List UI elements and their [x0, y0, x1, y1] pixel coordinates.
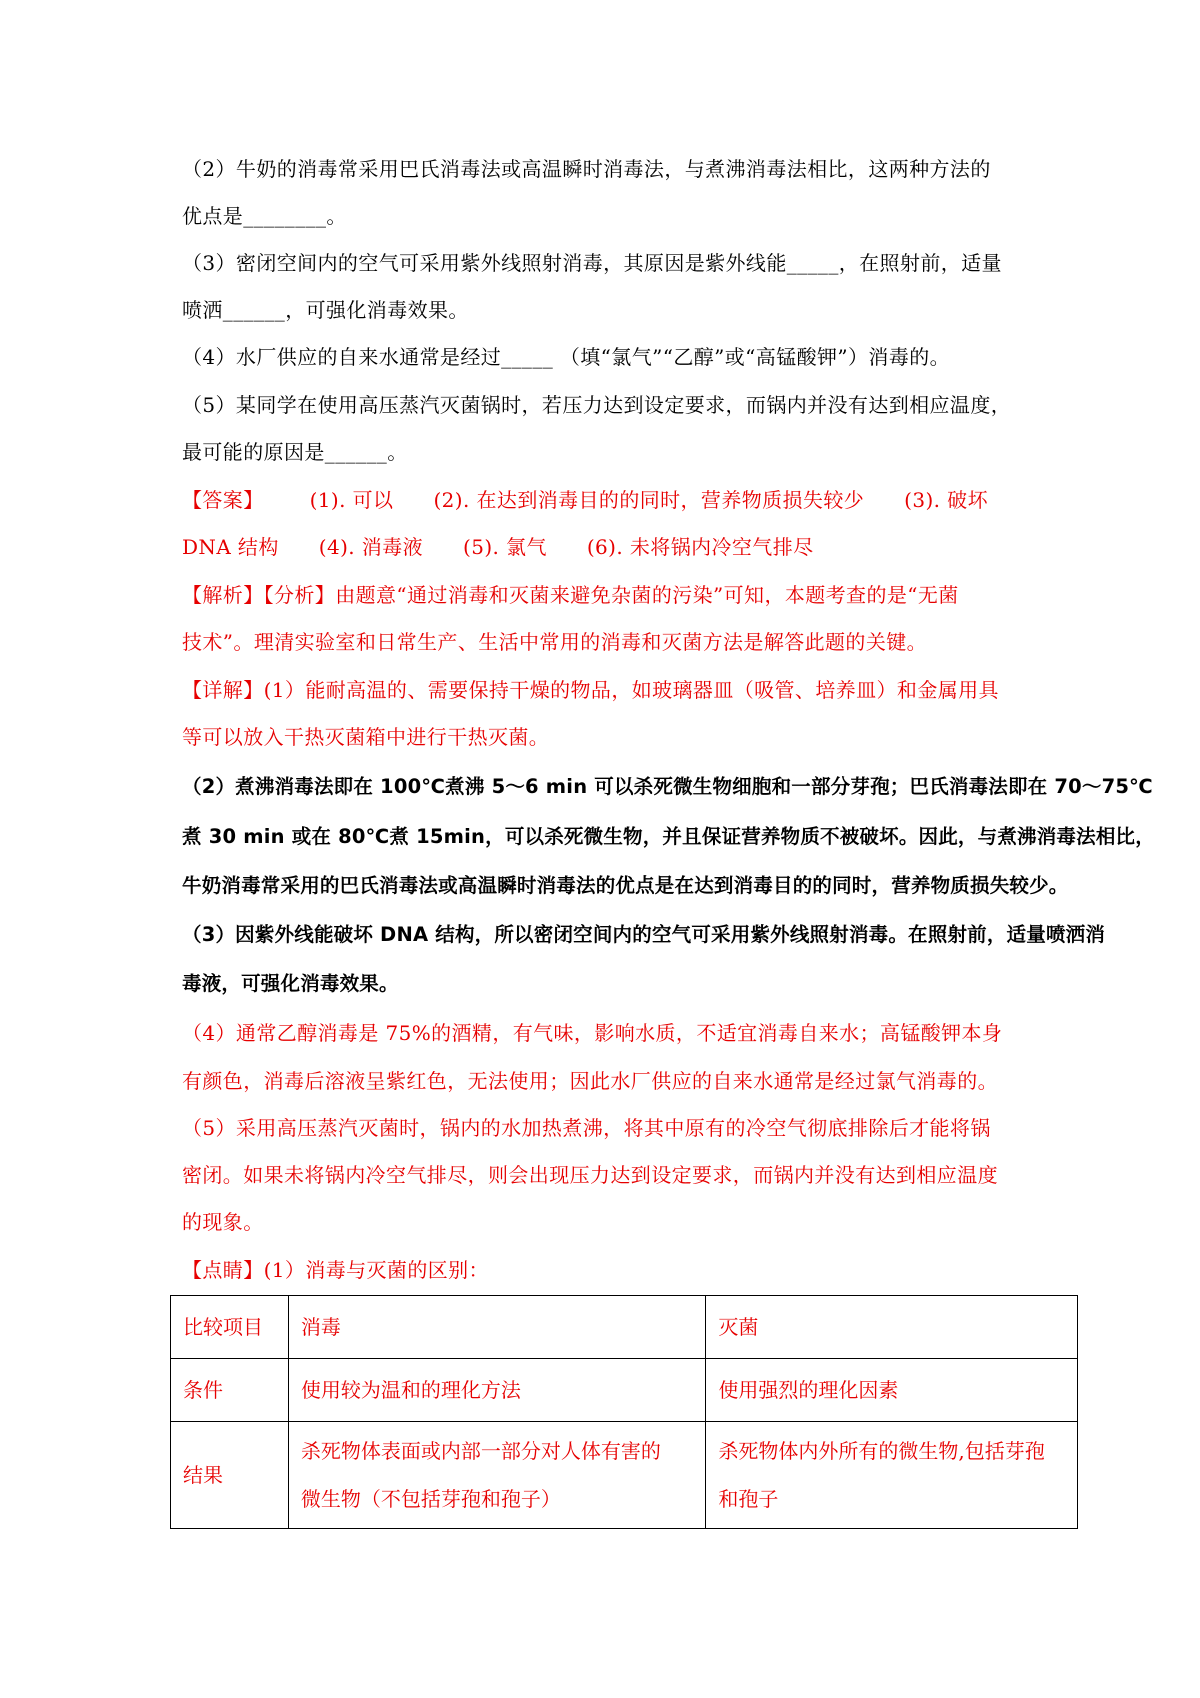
answer-tag: 【答案】 — [182, 488, 264, 512]
cell-line: 微生物（不包括芽孢和孢子） — [300, 1487, 561, 1511]
comparison-table — [170, 1295, 1078, 1529]
cell-line: 杀死物体内外所有的微生物,包括芽孢 — [718, 1439, 1045, 1463]
detail-4-line-1: （4）通常乙醇消毒是 75%的酒精，有气味，影响水质，不适宜消毒自来水；高锰酸钾本身 — [182, 1021, 1003, 1045]
table-cell: 使用强烈的理化因素 — [706, 1359, 1078, 1422]
answer-2: (2). 在达到消毒目的的同时，营养物质损失较少 — [433, 488, 865, 512]
answer-3: (3). 破坏 — [904, 488, 988, 512]
table-cell — [706, 1422, 1078, 1529]
answer-line-1 — [182, 486, 988, 514]
table-cell — [288, 1422, 706, 1529]
detail-2-line-3: 牛奶消毒常采用的巴氏消毒法或高温瞬时消毒法的优点是在达到消毒目的的同时，营养物质损失较少。 — [182, 874, 1069, 897]
tip-line: 【点睛】(1）消毒与灭菌的区别： — [182, 1258, 489, 1282]
detail-5-line-1: （5）采用高压蒸汽灭菌时，锅内的水加热煮沸，将其中原有的冷空气彻底排除后才能将锅 — [182, 1116, 991, 1140]
table-cell: 条件 — [171, 1359, 289, 1422]
question-2-line-2: 优点是________。 — [182, 204, 347, 228]
table-row — [171, 1422, 1078, 1529]
question-5-line-1: （5）某同学在使用高压蒸汽灭菌锅时，若压力达到设定要求，而锅内并没有达到相应温度， — [182, 393, 1012, 417]
analysis-line-1: 【解析】【分析】由题意“通过消毒和灭菌来避免杂菌的污染”可知，本题考查的是“无菌 — [182, 583, 959, 607]
detail-2-line-1: （2）煮沸消毒法即在 100℃煮沸 5～6 min 可以杀死微生物细胞和一部分芽孢；巴氏消毒法即在 70～75℃ — [182, 775, 1153, 798]
table-header-cell: 消毒 — [288, 1296, 706, 1359]
table-header-cell: 比较项目 — [171, 1296, 289, 1359]
table-header-row — [171, 1296, 1078, 1359]
cell-line: 杀死物体表面或内部一部分对人体有害的 — [300, 1439, 661, 1463]
analysis-line-2: 技术”。理清实验室和日常生产、生活中常用的消毒和灭菌方法是解答此题的关键。 — [182, 630, 928, 654]
table-cell: 使用较为温和的理化方法 — [288, 1359, 706, 1422]
question-5-line-2: 最可能的原因是______。 — [182, 440, 408, 464]
answer-1: (1). 可以 — [309, 488, 394, 512]
answer-3-continued: DNA 结构 — [182, 535, 279, 559]
question-2-line-1: （2）牛奶的消毒常采用巴氏消毒法或高温瞬时消毒法，与煮沸消毒法相比，这两种方法的 — [182, 157, 991, 181]
detail-5-line-3: 的现象。 — [182, 1210, 264, 1234]
cell-line: 和孢子 — [718, 1487, 779, 1511]
detail-1-line-2: 等可以放入干热灭菌箱中进行干热灭菌。 — [182, 725, 550, 749]
answer-4: (4). 消毒液 — [318, 535, 423, 559]
question-3-line-1: （3）密闭空间内的空气可采用紫外线照射消毒，其原因是紫外线能_____，在照射前，适量 — [182, 251, 1002, 275]
table-row — [171, 1359, 1078, 1422]
answer-5: (5). 氯气 — [463, 535, 547, 559]
detail-4-line-2: 有颜色，消毒后溶液呈紫红色，无法使用；因此水厂供应的自来水通常是经过氯气消毒的。 — [182, 1069, 998, 1093]
detail-2-line-2: 煮 30 min 或在 80℃煮 15min，可以杀死微生物，并且保证营养物质不被破坏。因此，与煮沸消毒法相比， — [182, 825, 1155, 848]
detail-3-line-1: （3）因紫外线能破坏 DNA 结构，所以密闭空间内的空气可采用紫外线照射消毒。在照射前，适量喷洒消 — [182, 923, 1106, 946]
table-header-cell: 灭菌 — [706, 1296, 1078, 1359]
question-3-line-2: 喷洒______，可强化消毒效果。 — [182, 298, 469, 322]
detail-1-line-1: 【详解】(1）能耐高温的、需要保持干燥的物品，如玻璃器皿（吸管、培养皿）和金属用具 — [182, 678, 999, 702]
table-cell: 结果 — [171, 1422, 289, 1529]
question-4-line-1: （4）水厂供应的自来水通常是经过_____ （填“氯气”“乙醇”或“高锰酸钾”）消毒的。 — [182, 345, 951, 369]
detail-5-line-2: 密闭。如果未将锅内冷空气排尽，则会出现压力达到设定要求，而锅内并没有达到相应温度 — [182, 1163, 998, 1187]
answer-6: (6). 未将锅内冷空气排尽 — [586, 535, 814, 559]
answer-line-2 — [182, 533, 814, 561]
detail-3-line-2: 毒液，可强化消毒效果。 — [182, 972, 399, 995]
